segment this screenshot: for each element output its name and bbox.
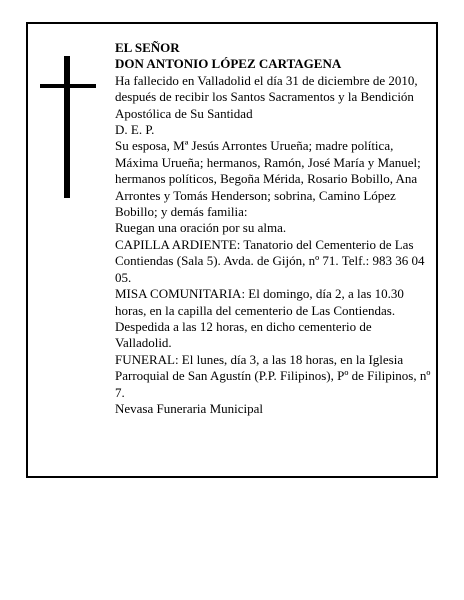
mass-info: MISA COMUNITARIA: El domingo, día 2, a las 10.30 horas, en la capilla del cementerio de Las Contiendas. Despedida a las 12 horas, en dicho cementerio de Valladolid. (115, 286, 404, 351)
obituary-card (26, 22, 438, 478)
heading-title: EL SEÑOR (115, 40, 180, 55)
cross-vertical-bar (64, 56, 70, 198)
prayer-request: Ruegan una oración por su alma. (115, 220, 287, 236)
obituary-text (115, 40, 431, 417)
family-list: Su esposa, Mª Jesús Arrontes Urueña; madre política, Máxima Urueña; hermanos, Ramón, José María y Manuel; hermanos políticos, Begoña Mérida, Rosario Bobillo, Ana Arrontes y Tomás Henderson; sobrina, Camino López Bobillo; y demás familia: (115, 138, 421, 220)
funeral-info: FUNERAL: El lunes, día 3, a las 18 horas, en la Iglesia Parroquial de San Agustín (P.P. Filipinos), Pº de Filipinos, nº 7. (115, 351, 431, 400)
cross-horizontal-bar (40, 84, 96, 88)
deceased-name: DON ANTONIO LÓPEZ CARTAGENA (115, 56, 342, 72)
chapel-info: CAPILLA ARDIENTE: Tanatorio del Cementerio de Las Contiendas (Sala 5). Avda. de Gijón, nº 71. Telf.: 983 36 04 05. (115, 236, 425, 285)
death-notice: Ha fallecido en Valladolid el día 31 de diciembre de 2010, después de recibir los Santos Sacramentos y la Bendición Apostólica de Su Santidad (115, 72, 418, 121)
funeral-home: Nevasa Funeraria Municipal (115, 400, 264, 416)
dep-line: D. E. P. (115, 122, 155, 138)
